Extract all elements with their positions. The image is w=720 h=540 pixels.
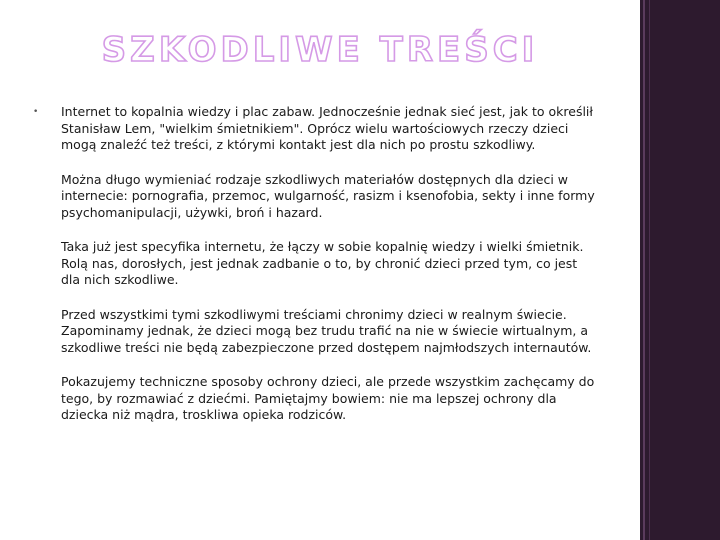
- paragraph-3: [61, 239, 600, 289]
- paragraph-5-text: Pokazujemy techniczne sposoby ochrony dzieci, ale przede wszystkim zachęcamy do tego, by rozmawiać z dziećmi. Pamiętajmy bowiem: nie ma lepszej ochrony dla dziecka niż mądra, troskliwa opieka rodziców.: [61, 374, 595, 422]
- paragraph-5: [61, 374, 600, 424]
- slide-title: SZKODLIWE TREŚCI: [101, 30, 539, 70]
- sidebar-stripe-thin: [649, 0, 650, 540]
- slide-body: [30, 104, 600, 442]
- paragraph-3-text: Taka już jest specyfika internetu, że łączy w sobie kopalnię wiedzy i wielki śmietnik. Rolą nas, dorosłych, jest jednak zadbanie o to, by chronić dzieci przed tym, co jest dla nich szkodliwe.: [61, 239, 584, 287]
- bullet-icon: •: [33, 107, 39, 117]
- paragraph-2: [61, 172, 600, 222]
- title-container: [0, 30, 640, 70]
- paragraph-4: [61, 307, 600, 357]
- paragraph-4-text: Przed wszystkimi tymi szkodliwymi treściami chronimy dzieci w realnym świecie. Zapominamy jednak, że dzieci mogą bez trudu trafić na nie w świecie wirtualnym, a szkodliwe treści nie będą zabezpieczone przed dostępem najmłodszych internautów.: [61, 306, 592, 355]
- paragraph-1-text: Internet to kopalnia wiedzy i plac zabaw. Jednocześnie jednak sieć jest, jak to określił Stanisław Lem, "wielkim śmietnikiem". Oprócz wielu wartościowych rzeczy dzieci mogą znaleźć też treści, z którymi kontakt jest dla nich po prostu szkodliwy.: [61, 104, 593, 152]
- paragraph-1: [33, 104, 600, 154]
- sidebar-stripe: [643, 0, 645, 540]
- decorative-sidebar: [640, 0, 720, 540]
- paragraph-2-text: Można długo wymieniać rodzaje szkodliwych materiałów dostępnych dla dzieci w internecie: pornografia, przemoc, wulgarność, rasizm i ksenofobia, sekty i inne formy psychomanipulacji, używki, broń i hazard.: [61, 171, 595, 220]
